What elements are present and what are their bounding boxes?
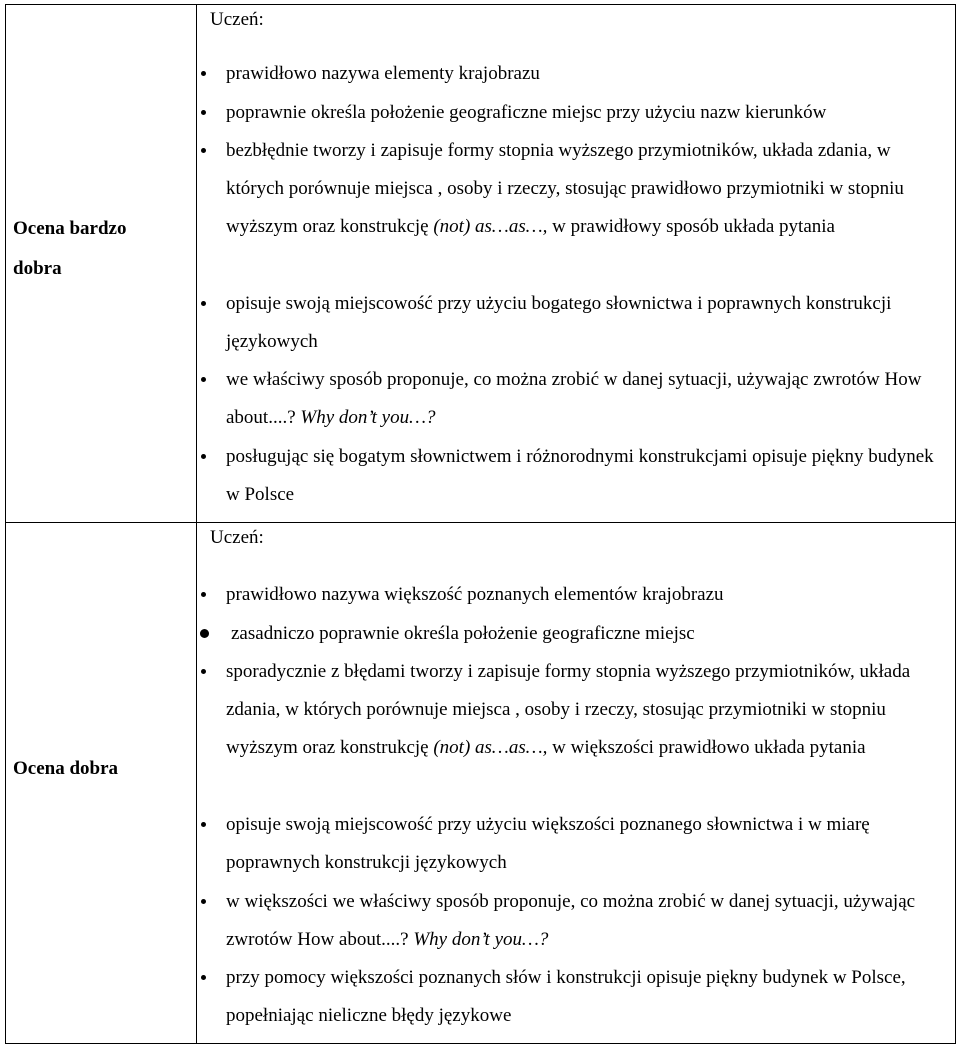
text-run: poprawnie określa położenie geograficzne miejsc przy użyciu nazw kierunków bbox=[226, 102, 827, 123]
text-run: w prawidłowy sposób układa pytania bbox=[547, 216, 835, 238]
criterion-text bbox=[226, 285, 943, 361]
bullet-icon bbox=[201, 899, 206, 904]
grade-label-line: dobra bbox=[13, 258, 62, 279]
student-intro: Uczeń: bbox=[210, 9, 264, 30]
table-border-right bbox=[955, 4, 956, 1044]
criterion-item bbox=[201, 959, 943, 1035]
student-intro: Uczeń: bbox=[210, 527, 264, 548]
text-run: we właściwy sposób proponuje, co można zrobić w danej sytuacji, używając zwrotów How about....? bbox=[226, 369, 922, 429]
criterion-text bbox=[226, 94, 943, 132]
criterion-item bbox=[201, 132, 943, 247]
grade-label-very-good bbox=[13, 209, 193, 289]
bullet-icon bbox=[201, 110, 206, 115]
italic-phrase: (not) as…as…, bbox=[433, 216, 548, 238]
criterion-item bbox=[201, 285, 943, 361]
criterion-item bbox=[201, 576, 943, 614]
text-run: przy pomocy większości poznanych słów i konstrukcji opisuje piękny budynek w Polsce, popełniając nieliczne błędy językowe bbox=[226, 967, 906, 1027]
criterion-text bbox=[226, 438, 943, 514]
column-divider bbox=[196, 4, 197, 1044]
bullet-icon bbox=[201, 669, 206, 674]
criterion-item bbox=[201, 438, 943, 514]
criterion-item bbox=[201, 615, 943, 653]
bullet-icon bbox=[201, 454, 206, 459]
italic-phrase: (not) as…as…, bbox=[433, 737, 548, 759]
bullet-icon bbox=[200, 629, 209, 638]
criterion-item bbox=[201, 361, 943, 437]
text-run: prawidłowo nazywa większość poznanych elementów krajobrazu bbox=[226, 584, 724, 605]
text-run: prawidłowo nazywa elementy krajobrazu bbox=[226, 63, 540, 84]
text-run: zasadniczo poprawnie określa położenie geograficzne miejsc bbox=[231, 623, 695, 644]
criterion-item bbox=[201, 94, 943, 132]
text-run: w większości we właściwy sposób proponuje, co można zrobić w danej sytuacji, używając zwrotów How about....? bbox=[226, 891, 916, 951]
criterion-text bbox=[231, 615, 943, 653]
text-run: w większości prawidłowo układa pytania bbox=[547, 737, 866, 759]
grade-label-good bbox=[13, 749, 193, 789]
row-divider bbox=[5, 522, 956, 523]
criterion-text bbox=[226, 132, 943, 247]
table-border-left bbox=[5, 4, 6, 1044]
text-run: opisuje swoją miejscowość przy użyciu bogatego słownictwa i poprawnych konstrukcji językowych bbox=[226, 293, 892, 353]
criterion-text bbox=[226, 806, 943, 882]
criterion-text bbox=[226, 576, 943, 614]
criterion-text bbox=[226, 55, 943, 93]
grade-label-line: Ocena bardzo bbox=[13, 218, 127, 239]
criterion-text bbox=[226, 959, 943, 1035]
text-run: sporadycznie z błędami tworzy i zapisuje formy stopnia wyższego przymiotników, układa zdania, w których porównuje miejsca , osoby i rzeczy, stosując przymiotniki w stopniu wyższym oraz konstrukcję bbox=[226, 661, 911, 759]
criterion-item bbox=[201, 806, 943, 882]
criterion-item bbox=[201, 653, 943, 768]
bullet-icon bbox=[201, 148, 206, 153]
italic-phrase: Why don’t you…? bbox=[413, 929, 549, 951]
criterion-text bbox=[226, 883, 943, 959]
bullet-icon bbox=[201, 301, 206, 306]
grade-label-line: Ocena dobra bbox=[13, 758, 119, 779]
bullet-icon bbox=[201, 377, 206, 382]
criterion-item bbox=[201, 883, 943, 959]
text-run: opisuje swoją miejscowość przy użyciu większości poznanego słownictwa i w miarę poprawnych konstrukcji językowych bbox=[226, 814, 870, 874]
bullet-icon bbox=[201, 71, 206, 76]
grading-table bbox=[5, 4, 956, 1044]
bullet-icon bbox=[201, 822, 206, 827]
text-run: bezbłędnie tworzy i zapisuje formy stopnia wyższego przymiotników, układa zdania, w których porównuje miejsca , osoby i rzeczy, stosując prawidłowo przymiotniki w stopniu wyższym oraz konstrukcję bbox=[226, 140, 904, 238]
table-border-bottom bbox=[5, 1043, 956, 1044]
table-border-top bbox=[5, 4, 956, 5]
criterion-item bbox=[201, 55, 943, 93]
italic-phrase: Why don’t you…? bbox=[300, 407, 436, 429]
bullet-icon bbox=[201, 592, 206, 597]
criterion-text bbox=[226, 653, 943, 768]
criterion-text bbox=[226, 361, 943, 437]
bullet-icon bbox=[201, 975, 206, 980]
text-run: posługując się bogatym słownictwem i różnorodnymi konstrukcjami opisuje piękny budynek w Polsce bbox=[226, 446, 934, 506]
